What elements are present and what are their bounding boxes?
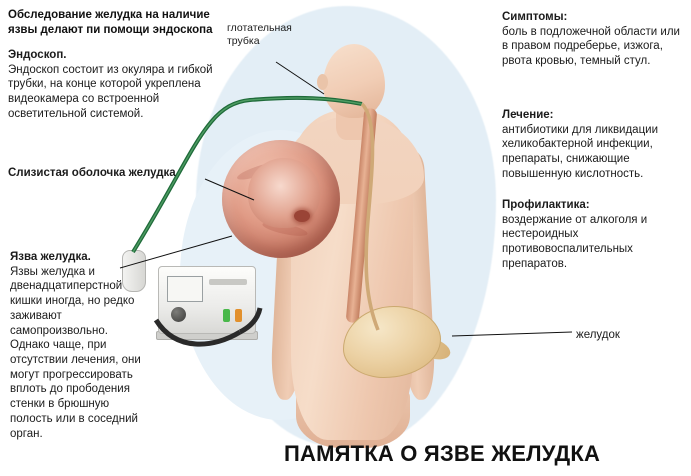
console-knob[interactable]	[171, 307, 186, 322]
symptoms-block	[502, 10, 687, 69]
prevention-heading: Профилактика:	[502, 199, 590, 211]
ulcer-heading: Язва желудка.	[10, 251, 91, 263]
stomach-body	[343, 306, 441, 378]
symptoms-heading: Симптомы:	[502, 11, 568, 23]
symptoms-body: боль в подложечной области или в правом подреберье, изжога, рвота кровью, темный стул.	[502, 25, 680, 68]
ulcer-spot	[294, 210, 310, 222]
stomach-illustration	[335, 300, 447, 380]
treatment-body: антибиотики для ликвидации хеликобактерной инфекции, препараты, снижающие повышенную кислотность.	[502, 123, 659, 180]
console-screen	[167, 276, 203, 302]
ulcer-body: Язвы желудка и двенадцатиперстной кишки иногда, но редко заживают самопроизвольно. Однако чаще, при отсутствии лечения, они могут прогрессировать вплоть до прободения стенки в брюшную полость или в соседний орган.	[10, 265, 141, 440]
console-led-orange	[235, 309, 242, 322]
swallow-tube-label: глотательная трубка	[227, 22, 292, 48]
stomach-label: желудок	[576, 329, 620, 341]
endoscope-console	[158, 266, 256, 334]
console-led-green	[223, 309, 230, 322]
bottom-caption: ПАМЯТКА О ЯЗВЕ ЖЕЛУДКА	[284, 441, 601, 466]
poster-title: Обследование желудка на наличие язвы делают пи помощи эндоскопа	[8, 9, 213, 36]
ear	[317, 74, 328, 90]
mucosa-surface	[248, 158, 320, 228]
treatment-block	[502, 108, 690, 182]
endoscope-block	[8, 48, 218, 122]
ulcer-block	[10, 250, 146, 441]
endoscope-body: Эндоскоп состоит из окуляра и гибкой трубки, на конце которой укреплена видеокамера со встроенной осветительной системой.	[8, 63, 213, 120]
prevention-body: воздержание от алкоголя и нестероидных противовоспалительных препаратов.	[502, 213, 648, 270]
treatment-heading: Лечение:	[502, 109, 554, 121]
endoscope-heading: Эндоскоп.	[8, 49, 67, 61]
prevention-block	[502, 198, 690, 272]
head	[323, 44, 385, 118]
mucosa-heading: Слизистая оболочка желудка	[8, 167, 176, 179]
console-slot	[209, 279, 247, 285]
mucosa-magnifier	[222, 140, 340, 258]
